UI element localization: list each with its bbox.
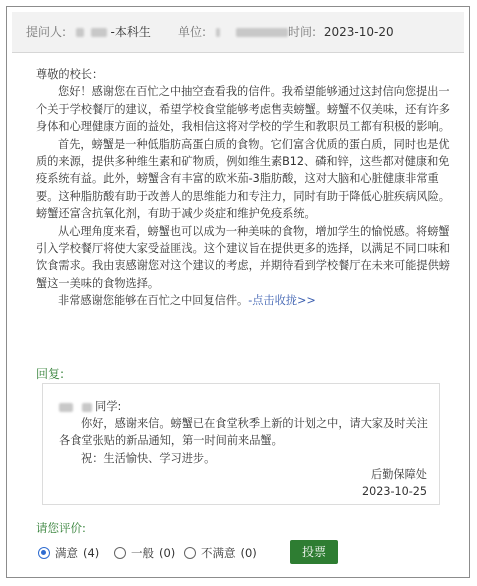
redacted-unit-part bbox=[216, 28, 220, 37]
letter-closing bbox=[36, 292, 456, 309]
reply-signer: 后勤保障处 bbox=[371, 468, 427, 481]
rating-option-label: 不满意 bbox=[201, 546, 236, 560]
rating-option-label: 满意 bbox=[55, 546, 78, 560]
reply-box bbox=[42, 383, 440, 505]
letter-body bbox=[36, 66, 456, 310]
time-label: 时间: bbox=[288, 25, 317, 39]
reply-greeting-line bbox=[59, 398, 121, 415]
redacted-student-name bbox=[82, 403, 92, 412]
rating-option-count: (0) bbox=[159, 546, 176, 560]
letter-header bbox=[12, 12, 464, 53]
time-value: 2023-10-20 bbox=[323, 25, 394, 39]
letter-paragraph: 从心理角度来看，螃蟹也可以成为一种美味的食物，增加学生的愉悦感。将螃蟹引入学校餐厅将使大家受益匪浅。这个建议旨在提供更多的选择，以满足不同口味和饮食需求。我由衷感谢您对这个建议的考虑，并期待看到学校餐厅在未来可能提供螃蟹这一美味的食物选择。 bbox=[36, 224, 450, 290]
redacted-unit-part bbox=[236, 28, 288, 37]
asker-field bbox=[26, 12, 151, 52]
rating-option-count: (4) bbox=[83, 546, 100, 560]
letter-paragraph: 您好！感谢您在百忙之中抽空查看我的信件。我希望能够通过这封信向您提出一个关于学校餐厅的建议，希望学校食堂能够考虑售卖螃蟹。螃蟹不仅美味，还有许多身体和心理健康方面的益处，我相信这将对学校的学生和教职员工都有积极的影响。 bbox=[36, 85, 450, 134]
reply-body: 你好，感谢来信。螃蟹已在食堂秋季上新的计划之中，请大家及时关注各食堂张贴的新品通知，第一时间前来品蟹。 bbox=[59, 417, 428, 447]
rating-option-neutral[interactable] bbox=[114, 545, 175, 561]
radio-unselected-icon[interactable] bbox=[114, 547, 126, 559]
unit-field bbox=[178, 12, 288, 52]
collapse-link[interactable]: -点击收拢>> bbox=[248, 294, 316, 308]
rating-option-label: 一般 bbox=[131, 546, 154, 560]
reply-signature bbox=[362, 466, 427, 500]
letter-salutation: 尊敬的校长： bbox=[36, 68, 104, 81]
radio-unselected-icon[interactable] bbox=[184, 547, 196, 559]
rating-label: 请您评价: bbox=[36, 521, 86, 535]
letter-closing-text: 非常感谢您能够在百忙之中回复信件。 bbox=[58, 294, 249, 308]
redacted-name-part bbox=[76, 28, 84, 37]
letter-paragraph: 首先，螃蟹是一种低脂肪高蛋白质的食物。它们富含优质的蛋白质，同时也是优质的来源，提供多种维生素和矿物质，例如维生素B12、磷和锌，这些都对健康和免疫系统有益。此外，螃蟹含有丰富的欧米茄-3脂肪酸，这对大脑和心脏健康非常重要。这种脂肪酸有助于改善人的思维能力和专注力，同时有助于降低心脏疾病风险。螃蟹还富含抗氧化剂，有助于减少炎症和维护免疫系统。 bbox=[36, 137, 450, 221]
rating-option-count: (0) bbox=[240, 546, 257, 560]
rating-option-unsatisfied[interactable] bbox=[184, 545, 257, 561]
redacted-student-name bbox=[59, 403, 73, 412]
reply-greeting: 同学: bbox=[95, 400, 122, 413]
unit-label: 单位: bbox=[178, 25, 207, 39]
vote-button[interactable]: 投票 bbox=[290, 540, 338, 564]
reply-wish: 祝：生活愉快、学习进步。 bbox=[81, 452, 216, 465]
reply-date: 2023-10-25 bbox=[361, 485, 427, 498]
asker-value: -本科生 bbox=[110, 25, 151, 39]
asker-label: 提问人: bbox=[26, 25, 67, 39]
redacted-name-part bbox=[91, 28, 107, 37]
rating-option-satisfied[interactable] bbox=[38, 545, 99, 561]
time-field bbox=[288, 12, 394, 52]
radio-selected-icon[interactable] bbox=[38, 547, 50, 559]
reply-title: 回复: bbox=[36, 367, 65, 381]
